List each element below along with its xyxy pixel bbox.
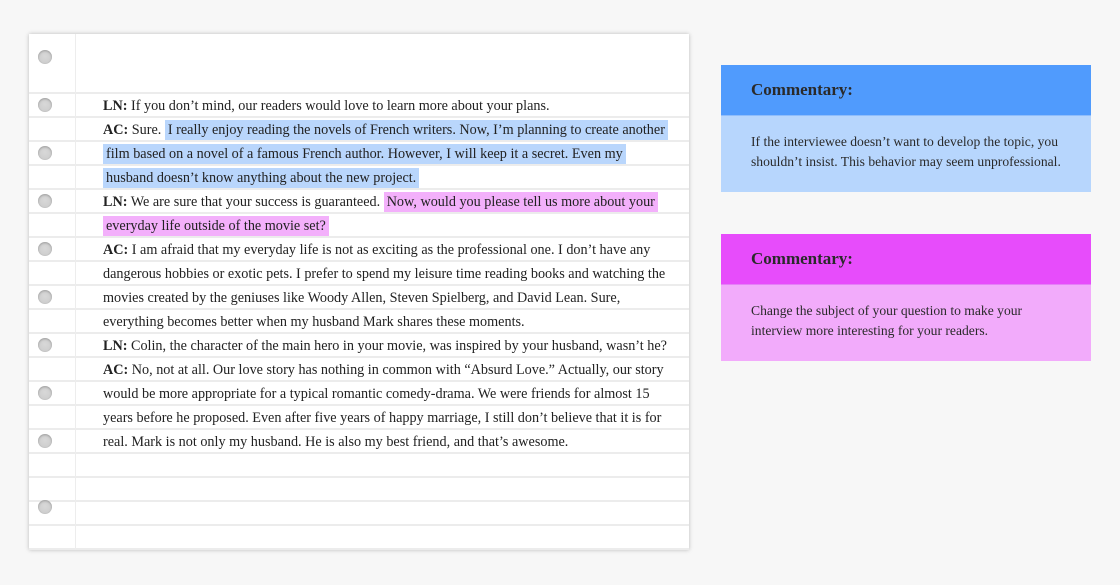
speaker-label: AC: (103, 242, 129, 258)
speaker-label: AC: (103, 122, 129, 138)
interview-line (103, 358, 669, 454)
line-text: If you don’t mind, our readers would love to learn more about your plans. (127, 98, 550, 114)
interview-line (103, 94, 669, 118)
commentary-title: Commentary: (721, 234, 1091, 284)
highlight-blue[interactable]: I really enjoy reading the novels of French writers. Now, I’m planning to create another film based on a novel of a famous French author. However, I will keep it a secret. Even my husband doesn’t know anything about the new project. (103, 120, 668, 188)
interview-line (103, 118, 669, 190)
punch-hole-icon (38, 434, 52, 448)
paper-margin-line (75, 34, 76, 550)
line-text: We are sure that your success is guaranteed. (127, 194, 384, 210)
punch-hole-icon (38, 242, 52, 256)
punch-hole-icon (38, 500, 52, 514)
commentary-body: Change the subject of your question to make your interview more interesting for your readers. (721, 284, 1091, 361)
interview-line (103, 334, 669, 358)
punch-hole-icon (38, 338, 52, 352)
line-text: Sure. (128, 122, 165, 138)
commentary-body: If the interviewee doesn’t want to develop the topic, you shouldn’t insist. This behavior may seem unprofessional. (721, 115, 1091, 192)
commentary-card-pink (721, 234, 1091, 361)
line-text: I am afraid that my everyday life is not as exciting as the professional one. I don’t have any dangerous hobbies or exotic pets. I prefer to spend my leisure time reading books and watching the movies created by the geniuses like Woody Allen, Steven Spielberg, and David Lean. Sure, everything becomes better when my husband Mark shares these moments. (103, 242, 666, 330)
line-text: No, not at all. Our love story has nothing in common with “Absurd Love.” Actually, our story would be more appropriate for a typical romantic comedy-drama. We were friends for almost 15 years before he proposed. Even after five years of happy marriage, I still don’t believe that it is for real. Mark is not only my husband. He is also my best friend, and that’s awesome. (103, 362, 664, 450)
commentary-card-blue (721, 65, 1091, 192)
punch-hole-icon (38, 98, 52, 112)
punch-hole-icon (38, 290, 52, 304)
speaker-label: LN: (103, 98, 128, 114)
punch-hole-icon (38, 146, 52, 160)
speaker-label: AC: (103, 362, 129, 378)
punch-hole-icon (38, 194, 52, 208)
paper-top-margin (29, 34, 689, 92)
highlight-pink[interactable]: Now, would you please tell us more about your everyday life outside of the movie set? (103, 192, 658, 236)
interview-line (103, 238, 669, 334)
commentary-title: Commentary: (721, 65, 1091, 115)
speaker-label: LN: (103, 338, 128, 354)
interview-line (103, 190, 669, 238)
punch-hole-icon (38, 50, 52, 64)
interview-transcript (103, 94, 669, 454)
notebook-paper (29, 34, 689, 550)
speaker-label: LN: (103, 194, 128, 210)
punch-hole-icon (38, 386, 52, 400)
line-text: Colin, the character of the main hero in your movie, was inspired by your husband, wasn’t he? (127, 338, 667, 354)
